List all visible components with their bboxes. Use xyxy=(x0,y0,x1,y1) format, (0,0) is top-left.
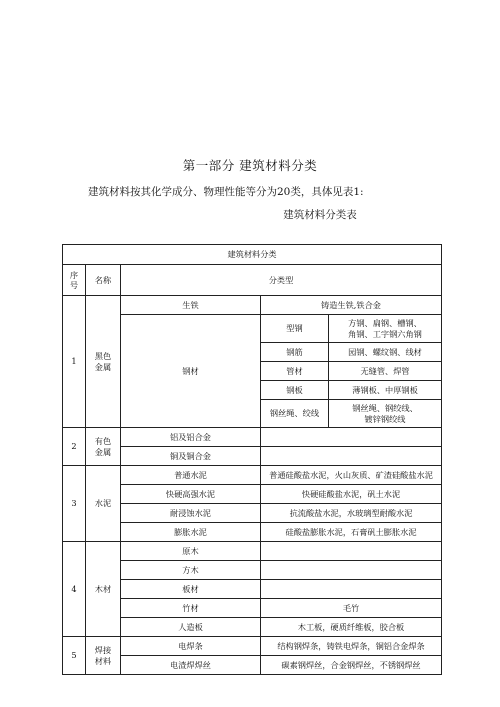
row-subcategory: 普通水泥 xyxy=(121,466,261,485)
row-subcategory: 膨胀水泥 xyxy=(121,523,261,542)
row-spec: 硅酸盐膨胀水泥，石膏矾土膨胀水泥 xyxy=(261,523,442,542)
row-spec xyxy=(261,561,442,580)
row-spec: 抗流酸盐水泥，水玻璃型耐酸水泥 xyxy=(261,504,442,523)
row-spec xyxy=(261,447,442,466)
intro-text: 建筑材料按其化学成分、物理性能等分为20类，具体见表1: xyxy=(88,186,364,198)
row-subcategory: 电渣焊焊丝 xyxy=(121,656,261,675)
row-index: 4 xyxy=(63,542,86,637)
table-row xyxy=(63,296,442,315)
row-detail: 钢丝绳、钢绞线、 镀锌钢绞线 xyxy=(329,400,442,428)
row-spec: 快硬硅酸盐水泥，矾土水泥 xyxy=(261,485,442,504)
table-title: 建筑材料分类 xyxy=(63,245,442,265)
header-index: 序 号 xyxy=(63,265,86,296)
table-row xyxy=(63,637,442,656)
row-spec xyxy=(261,580,442,599)
row-kind: 钢丝绳、绞线 xyxy=(261,400,329,428)
row-subcategory: 生铁 xyxy=(121,296,261,315)
row-subcategory: 人造板 xyxy=(121,618,261,637)
row-spec: 毛竹 xyxy=(261,599,442,618)
row-category: 焊接 材料 xyxy=(86,637,121,675)
row-kind: 钢筋 xyxy=(261,343,329,362)
row-detail: 薄钢板、中厚钢板 xyxy=(329,381,442,400)
row-index: 2 xyxy=(63,428,86,466)
header-name: 名称 xyxy=(86,265,121,296)
row-kind: 管材 xyxy=(261,362,329,381)
header-type: 分类型 xyxy=(121,265,442,296)
row-spec xyxy=(261,542,442,561)
row-detail: 无缝管、焊管 xyxy=(329,362,442,381)
row-spec: 木工板，硬质纤维板，胶合板 xyxy=(261,618,442,637)
row-category: 有色 金属 xyxy=(86,428,121,466)
row-spec xyxy=(261,428,442,447)
table-caption: 建筑材料分类表 xyxy=(283,209,357,221)
row-category: 水泥 xyxy=(86,466,121,542)
row-subcategory: 竹材 xyxy=(121,599,261,618)
material-classification-table xyxy=(62,244,442,675)
row-detail: 园钢、螺纹钢、线材 xyxy=(329,343,442,362)
table-row xyxy=(63,466,442,485)
row-subcategory: 快硬高强水泥 xyxy=(121,485,261,504)
row-subcategory: 方木 xyxy=(121,561,261,580)
row-subcategory: 铝及铝合金 xyxy=(121,428,261,447)
row-index: 3 xyxy=(63,466,86,542)
row-subcategory: 铜及铜合金 xyxy=(121,447,261,466)
row-subcategory: 板材 xyxy=(121,580,261,599)
row-category: 木材 xyxy=(86,542,121,637)
row-index: 5 xyxy=(63,637,86,675)
row-spec: 结构钢焊条，铸铁电焊条，铜铝合金焊条 xyxy=(261,637,442,656)
page-title: 第一部分 建筑材料分类 xyxy=(182,158,318,173)
row-kind: 型钢 xyxy=(261,315,329,343)
row-spec: 普通硅酸盐水泥，火山灰质、矿渣硅酸盐水泥 xyxy=(261,466,442,485)
table-row xyxy=(63,542,442,561)
row-spec: 铸造生铁,铁合金 xyxy=(261,296,442,315)
row-subcategory: 耐浸蚀水泥 xyxy=(121,504,261,523)
row-subcategory: 电焊条 xyxy=(121,637,261,656)
row-index: 1 xyxy=(63,296,86,428)
row-category: 黑色 金属 xyxy=(86,296,121,428)
row-kind: 钢板 xyxy=(261,381,329,400)
row-detail: 方钢、扁钢、槽钢、 角钢、工字钢六角钢 xyxy=(329,315,442,343)
table-row xyxy=(63,428,442,447)
row-spec: 碳素钢焊丝，合金钢焊丝，不锈钢焊丝 xyxy=(261,656,442,675)
row-subcategory: 钢材 xyxy=(121,315,261,428)
row-subcategory: 原木 xyxy=(121,542,261,561)
